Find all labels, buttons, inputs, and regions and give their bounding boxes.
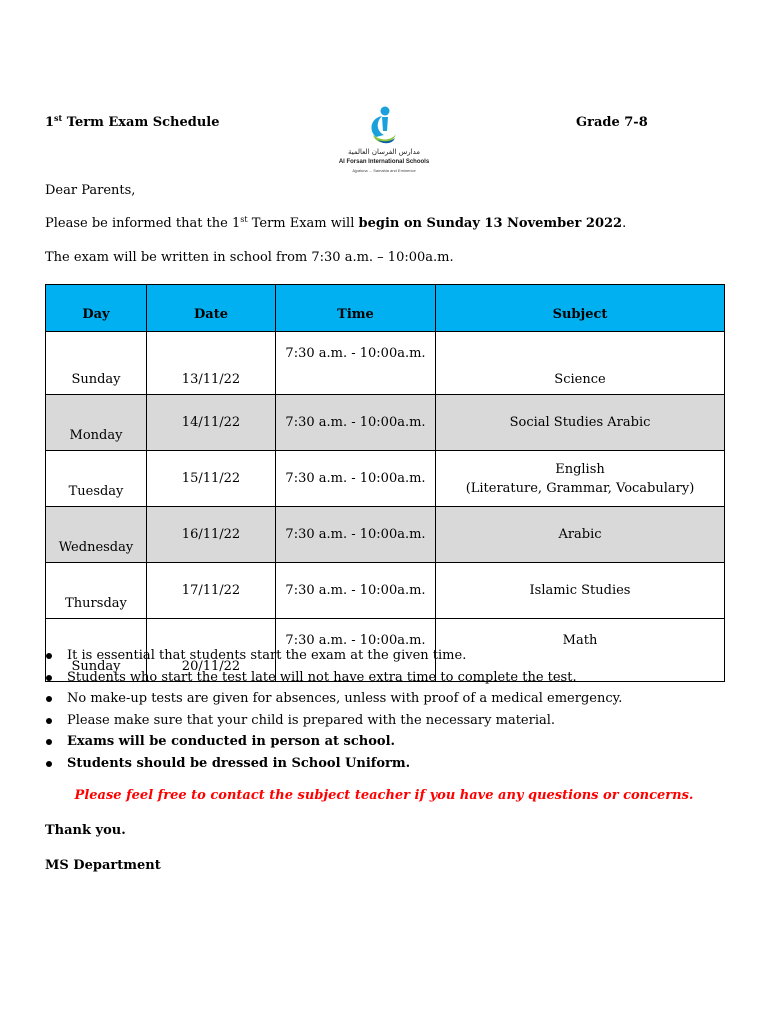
table-header-row (46, 285, 725, 332)
bullet-icon (46, 696, 52, 702)
bullet-icon (46, 739, 52, 745)
logo-head-dot (381, 107, 390, 116)
cell-time: 7:30 a.m. - 10:00a.m. (276, 507, 436, 563)
intro-text-2: Term Exam will (247, 216, 359, 231)
note-text: Students who start the test late will not have extra time to complete the test. (67, 669, 577, 685)
cell-subject: Islamic Studies (436, 563, 725, 619)
notes-list (45, 645, 622, 775)
bullet-icon (46, 675, 52, 681)
cell-time: 7:30 a.m. - 10:00a.m. (276, 619, 436, 682)
intro-period: . (622, 216, 627, 231)
note-text: No make-up tests are given for absences, unless with proof of a medical emergency. (67, 691, 623, 707)
logo-emblem-icon (338, 104, 430, 148)
cell-subject: Arabic (436, 507, 725, 563)
list-item (45, 710, 622, 732)
intro-ordinal-suffix: st (240, 215, 248, 224)
schedule-title (45, 115, 220, 130)
logo-arabic-name: مدارس الفرسان العالمية (348, 148, 420, 156)
note-text: Students should be dressed in School Uniform. (67, 755, 411, 771)
bullet-icon (46, 761, 52, 767)
note-text: It is essential that students start the exam at the given time. (67, 648, 467, 663)
cell-time: 7:30 a.m. - 10:00a.m. (276, 451, 436, 507)
header-day: Day (46, 285, 147, 332)
title-text: Term Exam Schedule (62, 115, 220, 130)
list-item (45, 688, 622, 710)
cell-subject-line-1: English (555, 461, 605, 477)
cell-date: 16/11/22 (147, 507, 276, 563)
logo-figure-body (382, 117, 388, 131)
logo-blue-swoosh (371, 116, 384, 137)
cell-day: Thursday (46, 563, 147, 619)
list-item (45, 667, 622, 689)
greeting: Dear Parents, (45, 183, 136, 198)
cell-day: Wednesday (46, 507, 147, 563)
list-item (45, 731, 622, 753)
cell-time: 7:30 a.m. - 10:00a.m. (276, 395, 436, 451)
cell-date: 17/11/22 (147, 563, 276, 619)
table-row (46, 507, 725, 563)
cell-date: 15/11/22 (147, 451, 276, 507)
table-row (46, 451, 725, 507)
cell-date: 14/11/22 (147, 395, 276, 451)
header-date: Date (147, 285, 276, 332)
title-number: 1 (45, 115, 55, 130)
cell-day: Sunday (46, 619, 147, 682)
grade-label: Grade 7-8 (576, 115, 648, 130)
cell-subject: Science (436, 332, 725, 395)
signature-department: MS Department (45, 858, 161, 873)
school-logo (338, 104, 430, 178)
table-row (46, 395, 725, 451)
cell-subject: Social Studies Arabic (436, 395, 725, 451)
header-subject: Subject (436, 285, 725, 332)
exam-schedule-table (45, 284, 725, 682)
note-text: Exams will be conducted in person at school. (67, 734, 396, 750)
cell-day: Monday (46, 395, 147, 451)
bullet-icon (46, 653, 52, 659)
intro-start-date: begin on Sunday 13 November 2022 (358, 216, 623, 231)
intro-paragraph (45, 216, 626, 231)
list-item (45, 753, 622, 775)
note-text: Please make sure that your child is prepared with the necessary material. (67, 712, 556, 728)
table-row (46, 332, 725, 395)
logo-tagline: Ajyaluna ... Samahia and Eminence (352, 168, 416, 173)
cell-date: 20/11/22 (147, 619, 276, 682)
exam-time-note: The exam will be written in school from 7:30 a.m. – 10:00a.m. (45, 250, 454, 265)
contact-teacher-note: Please feel free to contact the subject teacher if you have any questions or concerns. (74, 788, 694, 803)
cell-day: Sunday (46, 332, 147, 395)
table-row (46, 563, 725, 619)
cell-date: 13/11/22 (147, 332, 276, 395)
cell-subject (436, 451, 725, 507)
cell-day: Tuesday (46, 451, 147, 507)
cell-subject: Math (436, 619, 725, 682)
list-item (45, 645, 622, 667)
cell-time: 7:30 a.m. - 10:00a.m. (276, 332, 436, 395)
logo-english-name: Al Forsan International Schools (338, 159, 430, 165)
closing-thanks: Thank you. (45, 823, 126, 838)
bullet-icon (46, 718, 52, 724)
title-ordinal-suffix: st (54, 113, 63, 123)
cell-subject-line-2: (Literature, Grammar, Vocabulary) (465, 480, 695, 496)
header-time: Time (276, 285, 436, 332)
cell-time: 7:30 a.m. - 10:00a.m. (276, 563, 436, 619)
intro-text-1: Please be informed that the 1 (45, 216, 241, 231)
